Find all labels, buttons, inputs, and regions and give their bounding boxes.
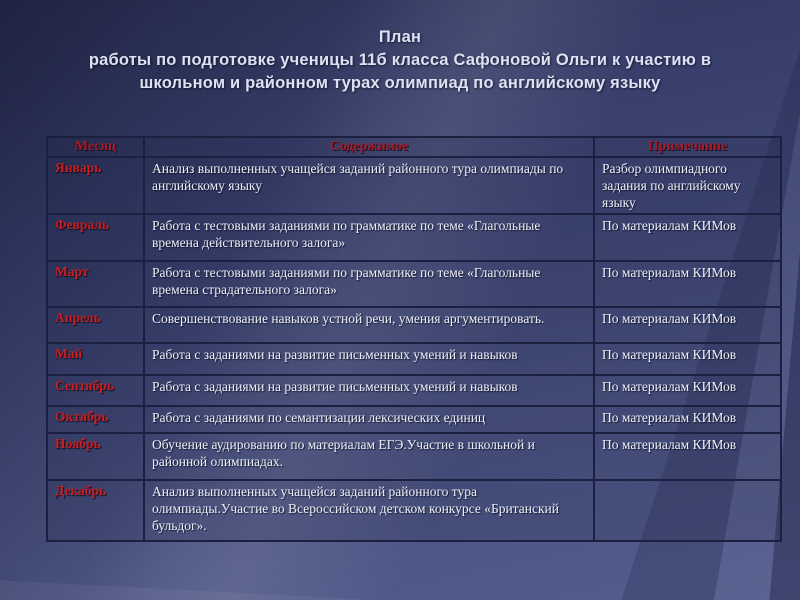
month-cell: Март [47, 261, 144, 307]
month-cell: Апрель [47, 307, 144, 343]
table-row [47, 480, 781, 541]
note-cell: По материалам КИМов [594, 261, 781, 307]
content-cell: Совершенствование навыков устной речи, умения аргументировать. [144, 307, 594, 343]
note-cell: По материалам КИМов [594, 343, 781, 375]
table-row [47, 261, 781, 307]
month-cell: Сентябрь [47, 375, 144, 406]
table-row [47, 433, 781, 480]
content-cell: Работа с заданиями на развитие письменных умений и навыков [144, 375, 594, 406]
plan-table [46, 136, 782, 542]
table-row [47, 157, 781, 214]
content-cell: Работа с тестовыми заданиями по грамматике по теме «Глагольные времена страдательного залога» [144, 261, 594, 307]
header-content: Содержимое [144, 137, 594, 157]
month-cell: Ноябрь [47, 433, 144, 480]
slide-title-line3: школьном и районном турах олимпиад по английскому языку [139, 74, 661, 92]
month-cell: Октябрь [47, 406, 144, 433]
note-cell: По материалам КИМов [594, 307, 781, 343]
header-month: Месяц [47, 137, 144, 157]
table-row [47, 307, 781, 343]
month-cell: Январь [47, 157, 144, 214]
content-cell: Анализ выполненных учащейся заданий районного тура олимпиады по английскому языку [144, 157, 594, 214]
note-cell: По материалам КИМов [594, 433, 781, 480]
table-header-row [47, 137, 781, 157]
slide-title-line1: План [378, 28, 422, 46]
table-row [47, 343, 781, 375]
note-cell: По материалам КИМов [594, 375, 781, 406]
content-cell: Работа с заданиями по семантизации лексических единиц [144, 406, 594, 433]
content-cell: Анализ выполненных учащейся заданий районного тура олимпиады.Участие во Всероссийском детском конкурсе «Британский бульдог». [144, 480, 594, 541]
content-cell: Работа с заданиями на развитие письменных умений и навыков [144, 343, 594, 375]
month-cell: Декабрь [47, 480, 144, 541]
content-cell: Работа с тестовыми заданиями по грамматике по теме «Глагольные времена действительного залога» [144, 214, 594, 261]
header-note: Примечание [594, 137, 781, 157]
slide-title-line2: работы по подготовке ученицы 11б класса Сафоновой Ольги к участию в [88, 51, 712, 69]
note-cell [594, 480, 781, 541]
slide-title [20, 26, 780, 95]
note-cell: По материалам КИМов [594, 214, 781, 261]
table-row [47, 375, 781, 406]
month-cell: Февраль [47, 214, 144, 261]
table-row [47, 406, 781, 433]
content-cell: Обучение аудированию по материалам ЕГЭ.Участие в школьной и районной олимпиадах. [144, 433, 594, 480]
table-row [47, 214, 781, 261]
note-cell: По материалам КИМов [594, 406, 781, 433]
note-cell: Разбор олимпиадного задания по английскому языку [594, 157, 781, 214]
month-cell: Май [47, 343, 144, 375]
